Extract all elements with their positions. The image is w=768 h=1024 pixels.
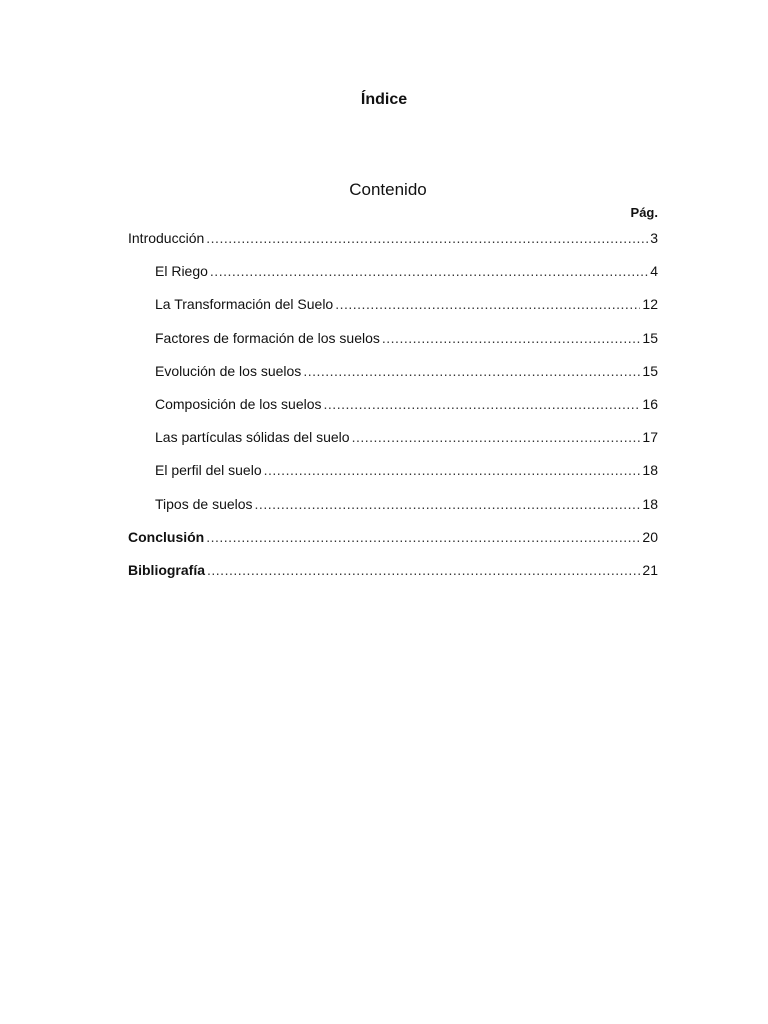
toc-dot-leader [207, 561, 640, 579]
toc-dot-leader [382, 329, 641, 347]
toc-entry-page: 17 [642, 429, 658, 446]
toc-dot-leader [335, 295, 640, 313]
toc-entry-factores-formacion[interactable] [128, 329, 658, 362]
toc-entry-page: 18 [642, 495, 658, 512]
toc-entry-page: 4 [650, 263, 658, 280]
toc-dot-leader [303, 362, 640, 380]
toc-entry-label: Factores de formación de los suelos [155, 329, 380, 346]
toc-entry-bibliografia[interactable] [128, 561, 658, 594]
toc-dot-leader [255, 495, 641, 513]
toc-entry-label: Conclusión [128, 528, 205, 545]
toc-entry-label: Tipos de suelos [155, 495, 253, 512]
toc-entry-conclusion[interactable] [128, 528, 658, 561]
toc-entry-label: Introducción [128, 230, 205, 246]
toc-entry-page: 15 [642, 362, 658, 379]
table-of-contents [128, 229, 658, 594]
toc-entry-page: 3 [650, 230, 658, 246]
toc-entry-el-riego[interactable] [128, 262, 658, 295]
toc-entry-page: 12 [642, 296, 658, 313]
toc-entry-page: 16 [642, 395, 658, 412]
toc-entry-perfil-suelo[interactable] [128, 461, 658, 494]
toc-entry-label: Las partículas sólidas del suelo [155, 429, 350, 446]
toc-entry-label: La Transformación del Suelo [155, 296, 334, 313]
toc-entry-page: 21 [642, 561, 658, 578]
toc-entry-label: El perfil del suelo [155, 462, 262, 479]
toc-entry-particulas-solidas[interactable] [128, 428, 658, 461]
toc-entry-composicion-suelos[interactable] [128, 395, 658, 428]
toc-entry-page: 20 [642, 528, 658, 545]
toc-entry-page: 15 [642, 329, 658, 346]
toc-entry-label: Bibliografía [128, 561, 206, 578]
toc-entry-label: Evolución de los suelos [155, 362, 302, 379]
toc-dot-leader [264, 461, 641, 479]
toc-entry-tipos-suelos[interactable] [128, 495, 658, 528]
toc-entry-evolucion-suelos[interactable] [128, 362, 658, 395]
toc-entry-transformacion-suelo[interactable] [128, 295, 658, 328]
toc-entry-introduccion[interactable] [128, 229, 658, 262]
toc-entry-page: 18 [642, 462, 658, 479]
toc-heading: Contenido [349, 180, 427, 199]
toc-dot-leader [206, 528, 640, 546]
toc-dot-leader [210, 262, 648, 280]
toc-entry-label: Composición de los suelos [155, 395, 322, 412]
toc-entry-label: El Riego [155, 263, 208, 280]
page-title: Índice [360, 91, 408, 108]
page-column-label: Pág. [630, 205, 658, 220]
toc-dot-leader [206, 229, 648, 247]
toc-dot-leader [324, 395, 641, 413]
toc-dot-leader [352, 428, 641, 446]
